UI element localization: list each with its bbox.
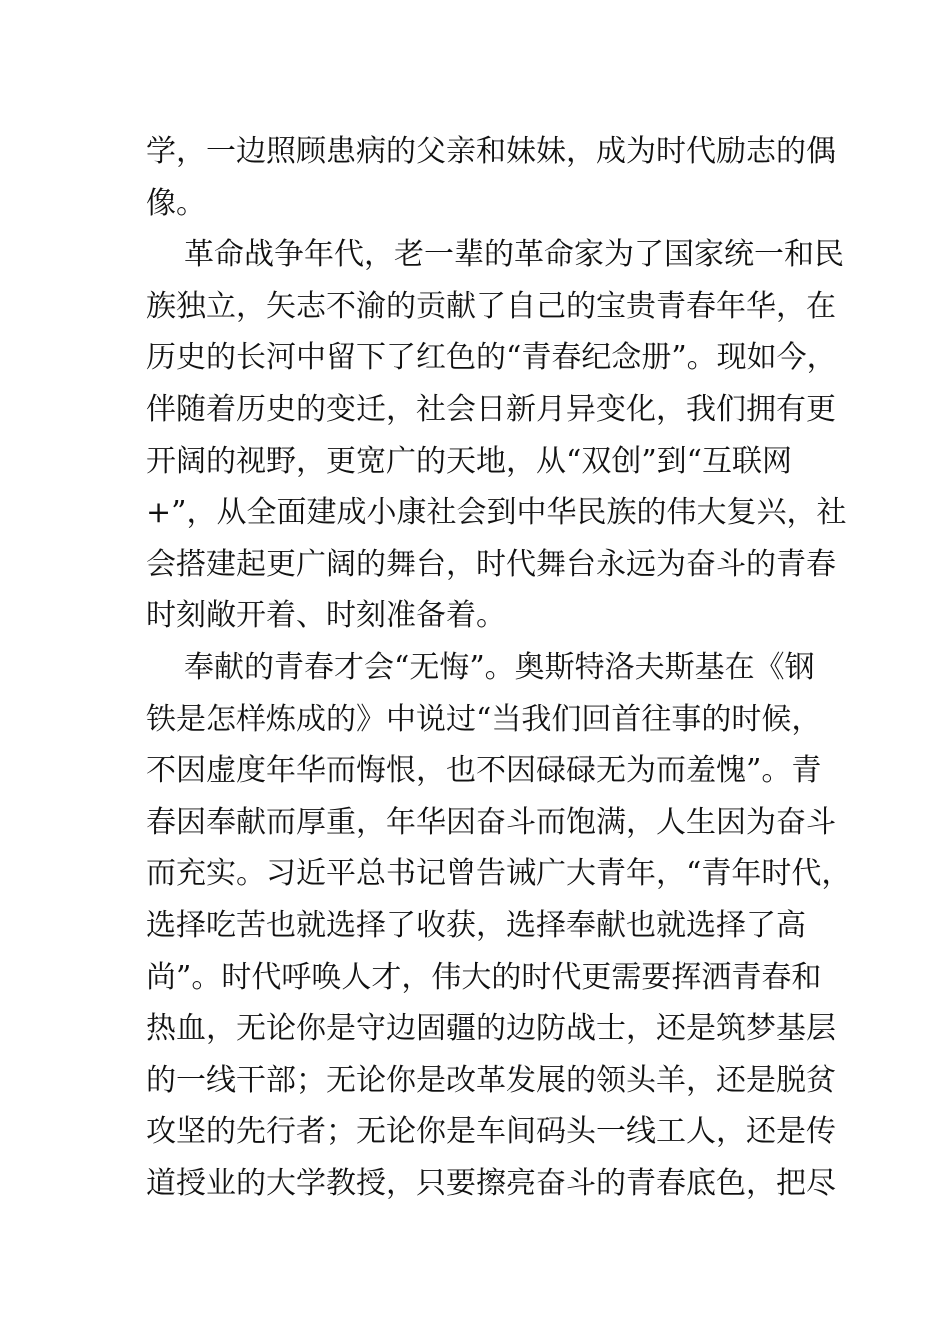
text-line: 学，一边照顾患病的父亲和妹妹，成为时代励志的偶 (146, 134, 836, 169)
text-line: 开阔的视野，更宽广的天地，从“双创”到“互联网 (146, 443, 793, 479)
body-text (146, 126, 852, 1209)
text-line: 攻坚的先行者；无论你是车间码头一线工人，还是传 (146, 1114, 836, 1150)
text-line: 道授业的大学教授，只要擦亮奋斗的青春底色，把尽 (146, 1165, 836, 1201)
text-line: 选择吃苦也就选择了收获，选择奉献也就选择了高 (146, 907, 806, 943)
text-line: 时刻敞开着、时刻准备着。 (146, 598, 506, 634)
text-line: 尚”。时代呼唤人才，伟大的时代更需要挥洒青春和 (146, 959, 822, 995)
paragraph-start-line: 革命战争年代，老一辈的革命家为了国家统一和民 (184, 237, 844, 273)
text-line: 热血，无论你是守边固疆的边防战士，还是筑梦基层 (146, 1011, 836, 1047)
text-line: 伴随着历史的变迁，社会日新月异变化，我们拥有更 (146, 391, 836, 427)
text-line: 不因虚度年华而悔恨，也不因碌碌无为而羞愧”。青 (146, 753, 822, 789)
text-line: 铁是怎样炼成的》中说过“当我们回首往事的时候， (146, 701, 822, 737)
text-line: 历史的长河中留下了红色的“青春纪念册”。现如今， (146, 340, 837, 376)
text-line: 族独立，矢志不渝的贡献了自己的宝贵青春年华，在 (146, 288, 836, 324)
text-line: 春因奉献而厚重，年华因奋斗而饱满，人生因为奋斗 (146, 804, 836, 840)
text-line: 而充实。习近平总书记曾告诫广大青年，“青年时代， (146, 856, 852, 892)
paragraph-start-line: 奉献的青春才会“无悔”。奥斯特洛夫斯基在《钢 (184, 649, 815, 685)
text-line: +”，从全面建成小康社会到中华民族的伟大复兴，社 (146, 495, 847, 531)
text-line: 的一线干部；无论你是改革发展的领头羊，还是脱贫 (146, 1062, 836, 1098)
text-line: 像。 (146, 185, 206, 221)
text-line: 会搭建起更广阔的舞台，时代舞台永远为奋斗的青春 (146, 546, 836, 582)
